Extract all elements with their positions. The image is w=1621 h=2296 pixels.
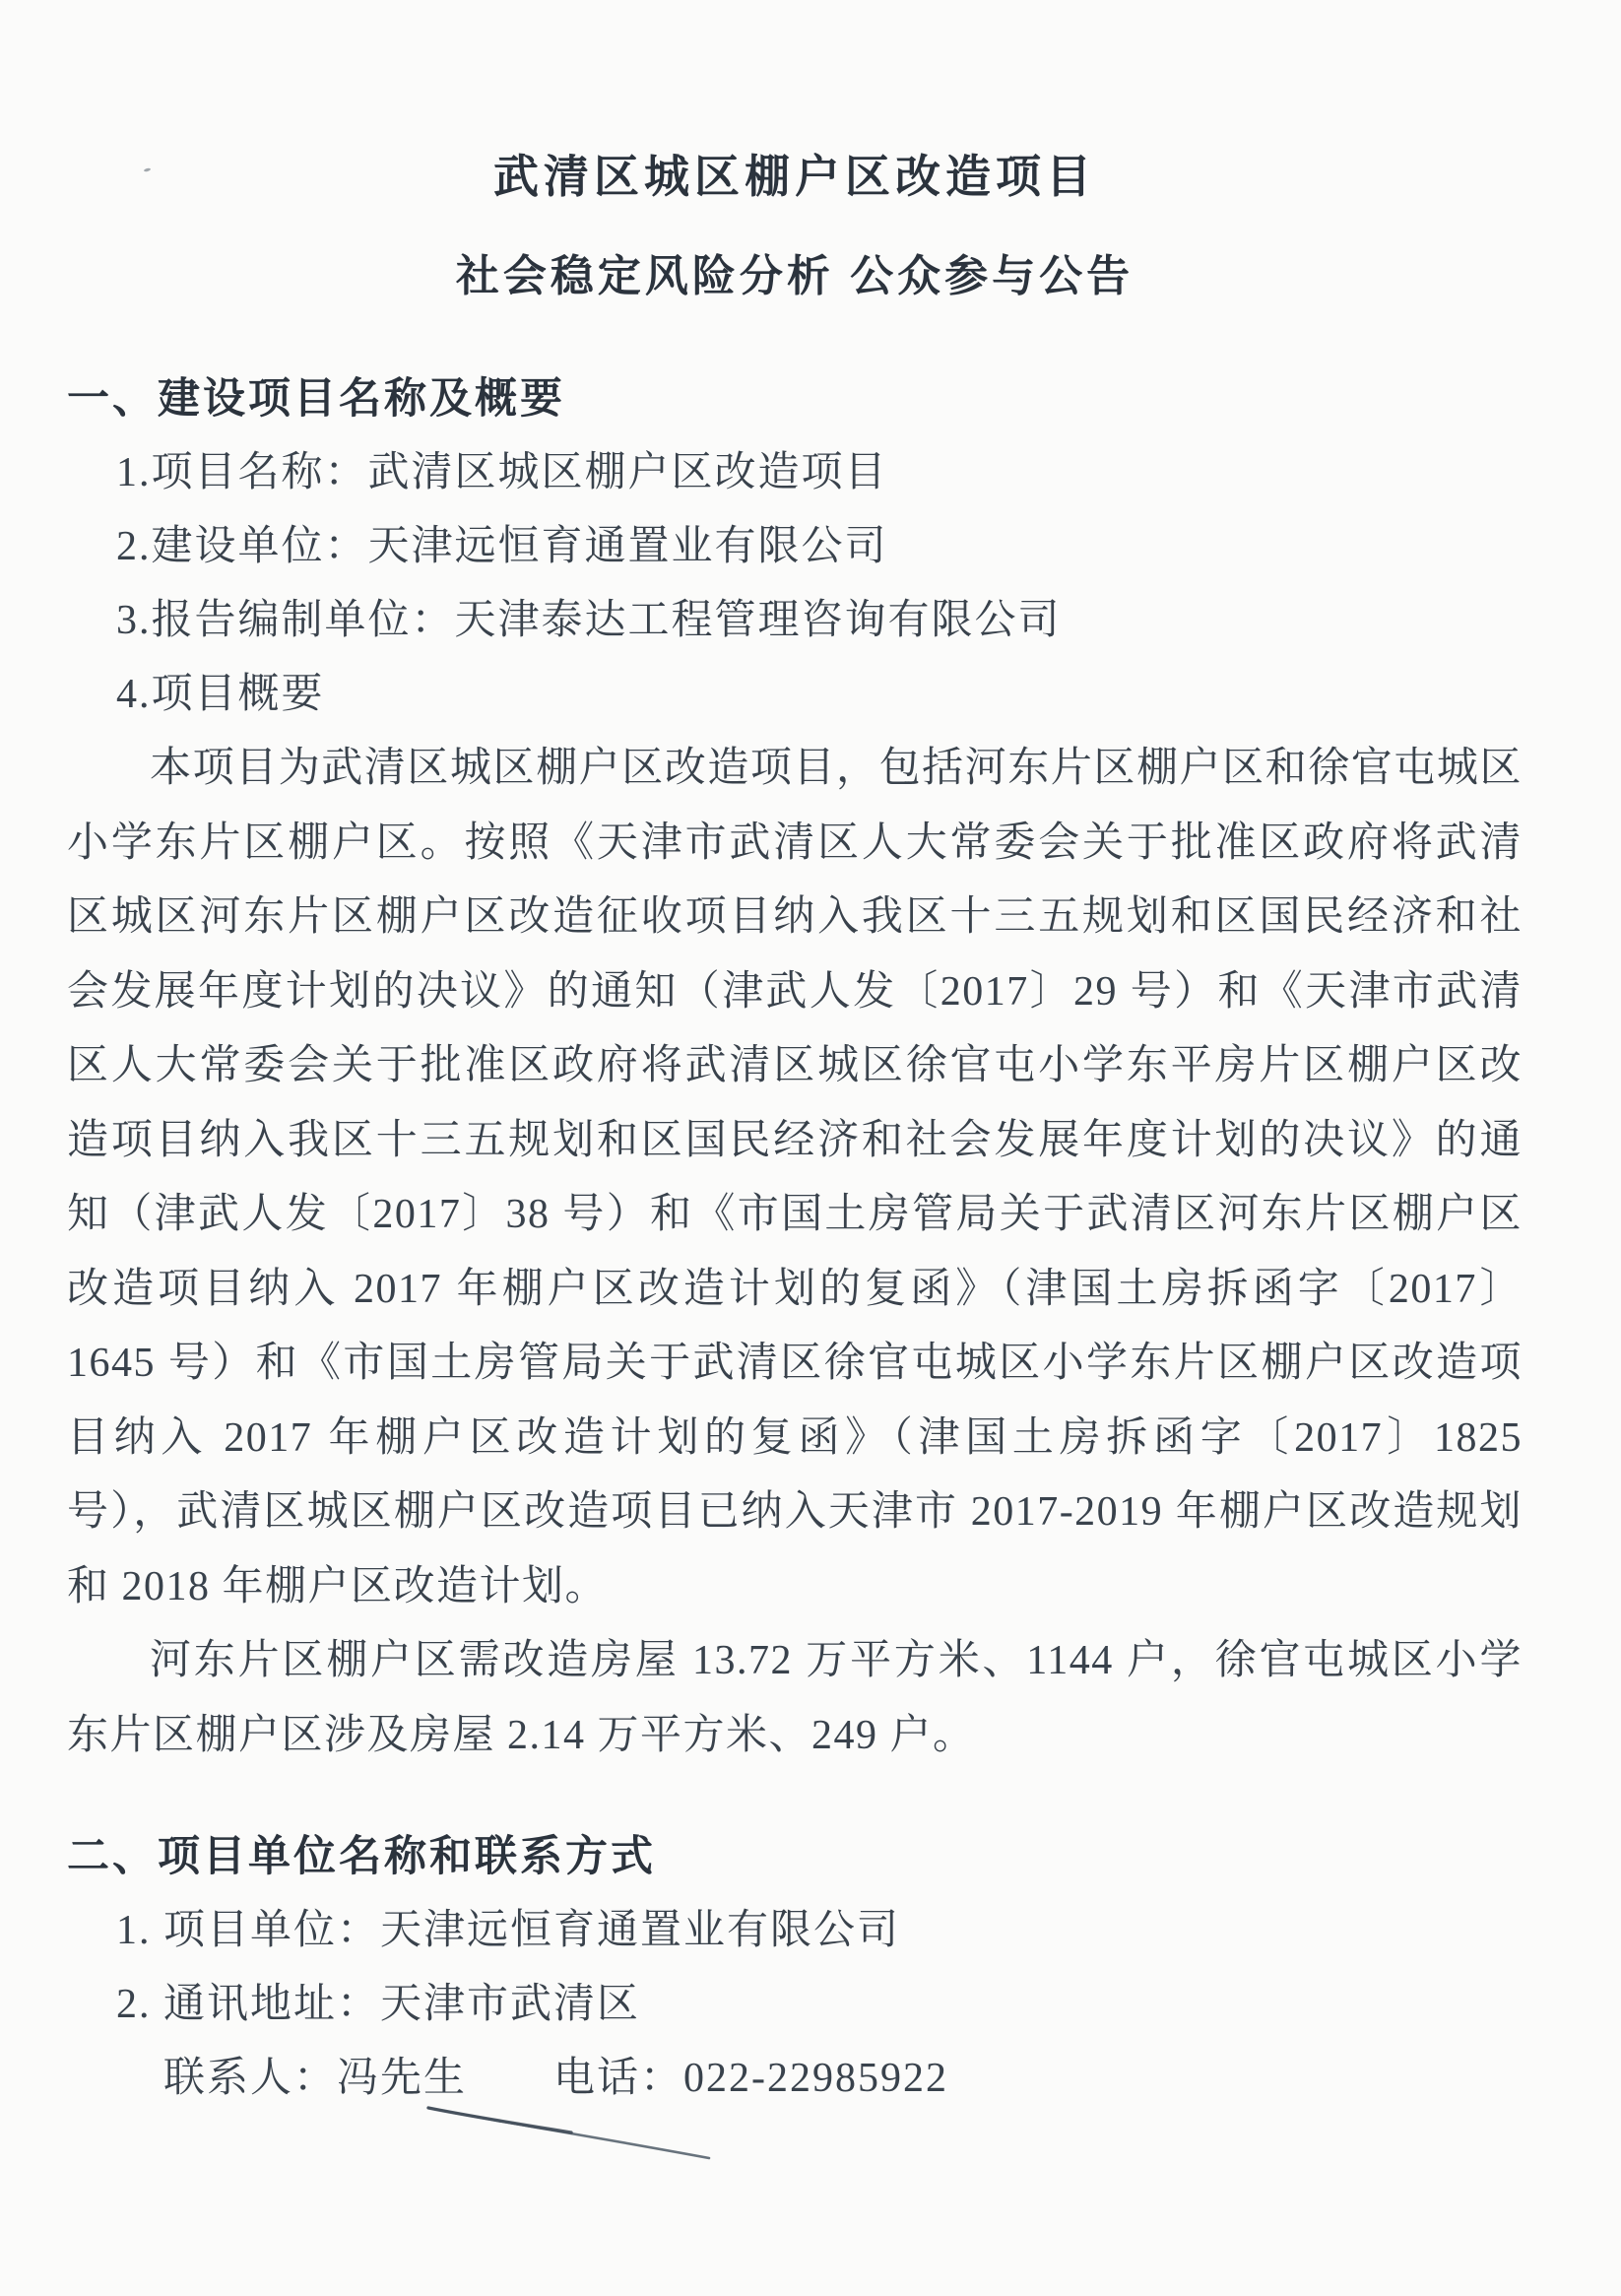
- section1-item-project-name: 1.项目名称：武清区城区棚户区改造项目: [116, 450, 888, 495]
- contact-phone-label: 电话：: [553, 2056, 684, 2101]
- section1-heading: 一、建设项目名称及概要: [67, 375, 565, 423]
- section2-item-mailing-address: 2. 通讯地址：天津市武清区: [116, 1982, 641, 2027]
- document-subtitle: 社会稳定风险分析 公众参与公告: [455, 252, 1135, 300]
- contact-person-value: 冯先生: [337, 2056, 468, 2101]
- document-title: 武清区城区棚户区改造项目: [493, 151, 1096, 202]
- document-content: [67, 0, 1523, 2116]
- section2-heading: 二、项目单位名称和联系方式: [67, 1833, 656, 1880]
- contact-line: [163, 2042, 1523, 2116]
- section2-item-project-unit: 1. 项目单位：天津远恒育通置业有限公司: [116, 1908, 901, 1953]
- section1-item-report-unit: 3.报告编制单位：天津泰达工程管理咨询有限公司: [116, 598, 1062, 643]
- project-summary-paragraph-1: 本项目为武清区城区棚户区改造项目，包括河东片区棚户区和徐官屯城区小学东片区棚户区。按照《天津市武清区人大常委会关于批准区政府将武清区城区河东片区棚户区改造征收项目纳入我区十三五规划和区国民经济和社会发展年度计划的决议》的通知（津武人发〔2017〕29 号）和《天津市武清区人大常委会关于批准区政府将武清区城区徐官屯小学东平房片区棚户区改造项目纳入我区十三五规划和区国民经济和社会发展年度计划的决议》的通知（津武人发〔2017〕38 号）和《市国土房管局关于武清区河东片区棚户区改造项目纳入 2017 年棚户区改造计划的复函》（津国土房拆函字〔2017〕1645 号）和《市国土房管局关于武清区徐官屯城区小学东片区棚户区改造项目纳入 2017 年棚户区改造计划的复函》（津国土房拆函字〔2017〕1825 号），武清区城区棚户区改造项目已纳入天津市 2017-2019 年棚户区改造规划和 2018 年棚户区改造计划。: [67, 746, 1523, 1609]
- contact-phone-value: 022-22985922: [683, 2056, 949, 2101]
- project-summary-paragraph-2: 河东片区棚户区需改造房屋 13.72 万平方米、1144 户，徐官屯城区小学东片区棚户区涉及房屋 2.14 万平方米、249 户。: [67, 1638, 1523, 1758]
- section1-item-project-summary: 4.项目概要: [116, 672, 325, 717]
- contact-person-label: 联系人：: [163, 2056, 338, 2101]
- pen-stroke-mark: [414, 2083, 739, 2182]
- section1-item-construction-unit: 2.建设单位：天津远恒育通置业有限公司: [116, 524, 888, 569]
